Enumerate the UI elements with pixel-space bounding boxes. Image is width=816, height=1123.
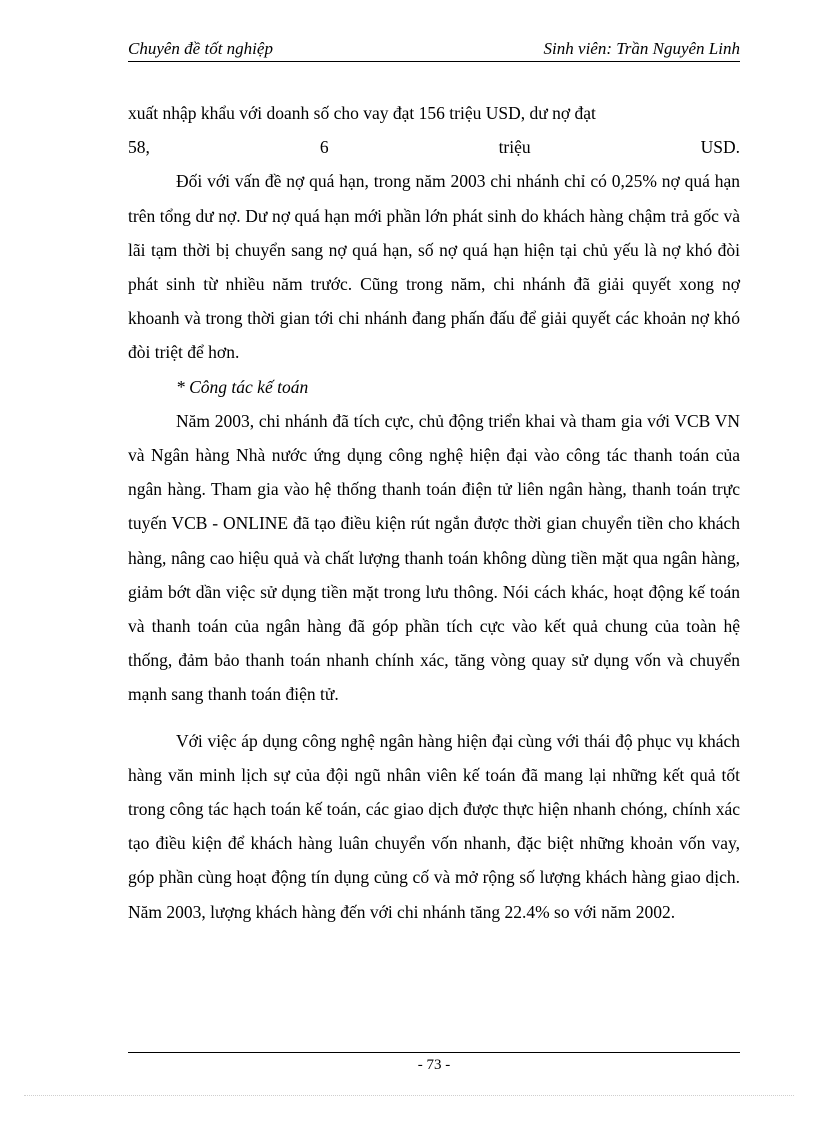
page-number: - 73 -: [417, 1057, 451, 1073]
paragraph-gap: [128, 712, 740, 724]
paragraph-overdue-debt: Đối với vấn đề nợ quá hạn, trong năm 2003 chi nhánh chỉ có 0,25% nợ quá hạn trên tổng dư nợ. Dư nợ quá hạn mới phần lớn phát sinh do khách hàng chậm trả gốc và lãi tạm thời bị chuyển sang nợ quá hạn, số nợ quá hạn hiện tại chủ yếu là nợ khó đòi phát sinh từ nhiều năm trước. Cũng trong năm, chi nhánh đã giải quyết xong nợ khoanh và trong thời gian tới chi nhánh đang phấn đấu để giải quyết các khoản nợ khó đòi triệt để hơn.: [128, 171, 740, 363]
body-text: [128, 96, 740, 929]
paragraph-continued-line-2: 58, 6 triệu USD.: [128, 137, 740, 158]
page-header: [128, 37, 740, 62]
paragraph-accounting: Năm 2003, chi nhánh đã tích cực, chủ động triển khai và tham gia với VCB VN và Ngân hàng Nhà nước ứng dụng công nghệ hiện đại vào công tác thanh toán của ngân hàng. Tham gia vào hệ thống thanh toán điện tử liên ngân hàng, thanh toán trực tuyến VCB - ONLINE đã tạo điều kiện rút ngắn được thời gian chuyển tiền cho khách hàng, nâng cao hiệu quả và chất lượng thanh toán không dùng tiền mặt qua ngân hàng, giảm bớt dần việc sử dụng tiền mặt trong lưu thông. Nói cách khác, hoạt động kế toán và thanh toán của ngân hàng đã góp phần tích cực vào kết quả chung của toàn hệ thống, đảm bảo thanh toán nhanh chính xác, tăng vòng quay sử dụng vốn và chuyển mạnh sang thanh toán điện tử.: [128, 410, 740, 705]
page-edge-divider: [24, 1095, 794, 1096]
paragraph-technology: Với việc áp dụng công nghệ ngân hàng hiện đại cùng với thái độ phục vụ khách hàng văn minh lịch sự của đội ngũ nhân viên kế toán đã mang lại những kết quả tốt trong công tác hạch toán kế toán, các giao dịch được thực hiện nhanh chóng, chính xác tạo điều kiện để khách hàng luân chuyển vốn nhanh, đặc biệt những khoản vốn vay, góp phần cùng hoạt động tín dụng củng cố và mở rộng số lượng khách hàng giao dịch. Năm 2003, lượng khách hàng đến với chi nhánh tăng 22.4% so với năm 2002.: [128, 730, 740, 922]
paragraph-continued-line-1: xuất nhập khẩu với doanh số cho vay đạt 156 triệu USD, dư nợ đạt: [128, 103, 596, 123]
header-title: Chuyên đề tốt nghiệp: [128, 39, 273, 58]
header-author: Sinh viên: Trần Nguyên Linh: [543, 39, 740, 58]
footer-divider: [128, 1052, 740, 1053]
section-subheading: * Công tác kế toán: [176, 376, 309, 397]
